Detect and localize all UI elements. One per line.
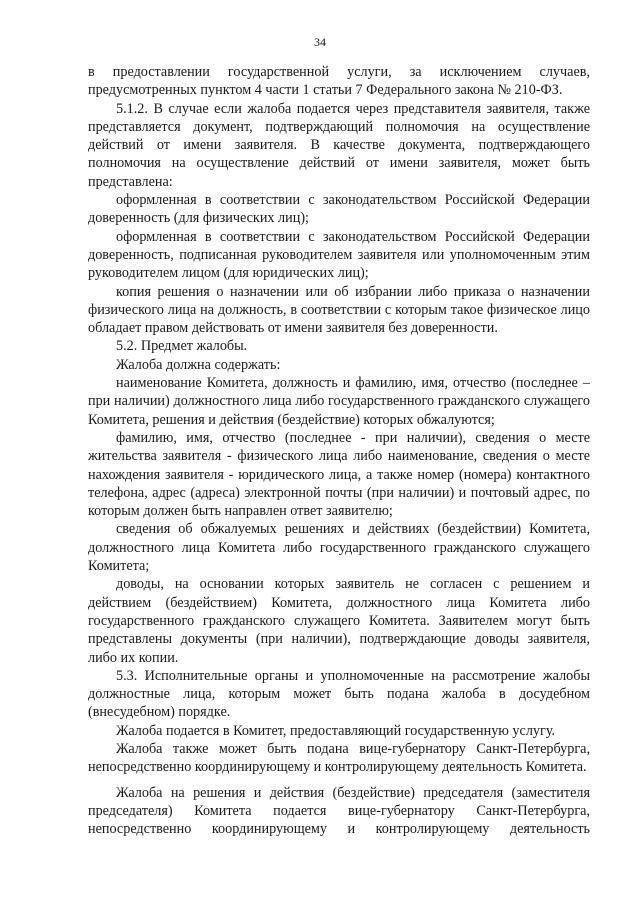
document-body — [88, 63, 590, 838]
paragraph: доводы, на основании которых заявитель не согласен с решением и действием (бездействием) Комитета, должностного лица Комитета либо государственного гражданского служащего Комитета. Заявителем могут быть представлены документы (при наличии), подтверждающие доводы заявителя, либо их копии. — [88, 576, 590, 666]
paragraph: в предоставлении государственной услуги, за исключением случаев, предусмотренных пунктом 4 части 1 статьи 7 Федерального закона № 210-ФЗ. — [88, 64, 590, 99]
paragraph: 5.2. Предмет жалобы. — [116, 338, 248, 355]
paragraph: оформленная в соответствии с законодательством Российской Федерации доверенность, подписанная руководителем заявителя или уполномоченным этим руководителем лицом (для юридических лиц); — [88, 228, 590, 282]
paragraph: 5.1.2. В случае если жалоба подается через представителя заявителя, также представляется документ, подтверждающий полномочия на осуществление действий от имени заявителя. В качестве документа, подтверждающего полномочия на осуществление действий от имени заявителя, может быть представлена: — [88, 100, 590, 190]
paragraph: сведения об обжалуемых решениях и действиях (бездействии) Комитета, должностного лица Комитета либо государственного гражданского служащего Комитета; — [88, 521, 590, 575]
paragraph: оформленная в соответствии с законодательством Российской Федерации доверенность (для физических лиц); — [88, 192, 590, 227]
paragraph: наименование Комитета, должность и фамилию, имя, отчество (последнее – при наличии) должностного лица либо государственного гражданского служащего Комитета, решения и действия (бездействие) которых обжалуются; — [88, 375, 590, 428]
paragraph: Жалоба должна содержать: — [116, 356, 281, 373]
paragraph: фамилию, имя, отчество (последнее - при наличии), сведения о месте жительства заявителя - физического лица либо наименование, сведения о месте нахождения заявителя - юридического лица, а также номер (номера) контактного телефона, адрес (адреса) электронной почты (при наличии) и почтовый адрес, по которым должен быть направлен ответ заявителю; — [88, 429, 590, 520]
paragraph: Жалоба на решения и действия (бездействие) председателя (заместителя председателя) Комитета подается вице-губернатору Санкт-Петербурга, непосредственно координирующему и контролирующему деятельность — [88, 784, 590, 838]
paragraph: Жалоба подается в Комитет, предоставляющий государственную услугу. — [116, 722, 556, 739]
paragraph: копия решения о назначении или об избрании либо приказа о назначении физического лица на должность, в соответствии с которым такое физическое лицо обладает правом действовать от имени заявителя без доверенности. — [88, 283, 590, 337]
page-number: 34 — [314, 35, 326, 49]
paragraph: Жалоба также может быть подана вице-губернатору Санкт-Петербурга, непосредственно координирующему и контролирующему деятельность Комитета. — [88, 740, 590, 776]
paragraph: 5.3. Исполнительные органы и уполномоченные на рассмотрение жалобы должностные лица, которым может быть подана жалоба в досудебном (внесудебном) порядке. — [88, 667, 590, 721]
